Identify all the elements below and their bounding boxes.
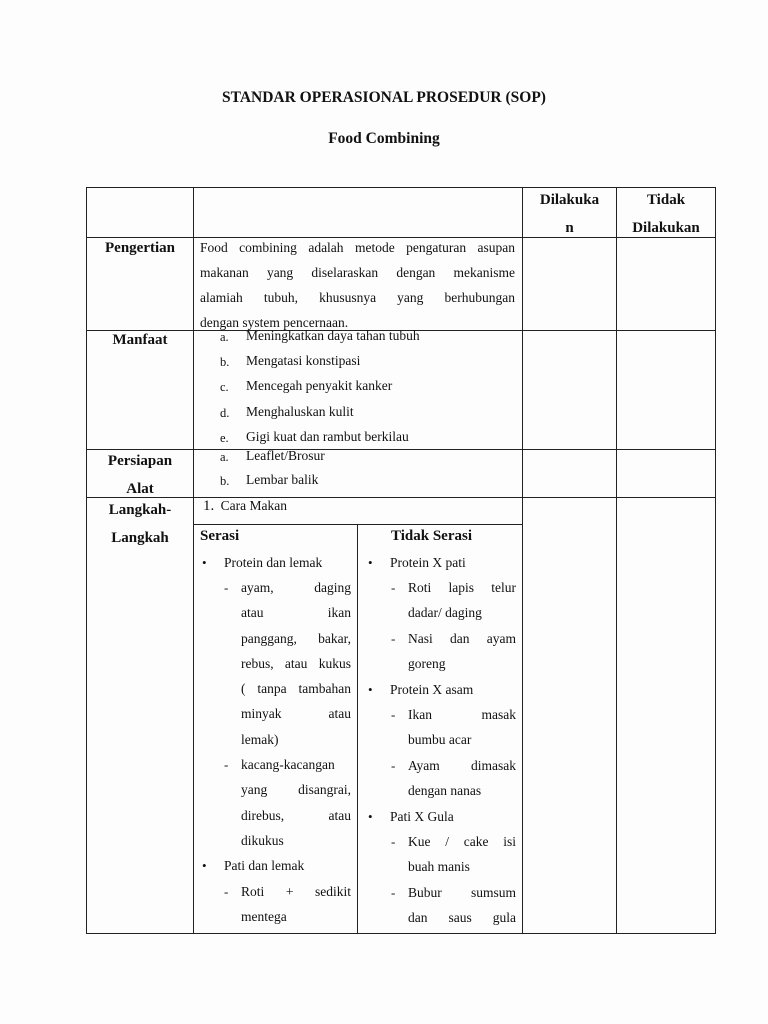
bullet-icon: • [202, 858, 207, 873]
step-heading: 1. Cara Makan [203, 498, 287, 514]
serasi-column: • Protein dan lemak - ayam, daging atau ikan panggang, bakar, rebus, atau kukus ( tanpa tambahan minyak atau lemak) - kacang-kacangan yang disangrai, direbus, atau dikukus • Pati dan lemak - Roti + sedikit mentega [194, 550, 357, 933]
manfaat-list: a. Meningkatkan daya tahan tubuh b. Mengatasi konstipasi c. Mencegah penyakit kanker d. Menghaluskan kulit e. Gigi kuat dan rambut berkilau [220, 328, 420, 445]
subtable-divider [194, 524, 522, 525]
dash-icon: - [224, 757, 229, 772]
table-border-bottom [86, 933, 716, 934]
tidak-serasi-column: • Protein X pati - Roti lapis telur dadar/ daging - Nasi dan ayam goreng • Protein X asam - Ikan masak bumbu acar - Ayam dimasak dengan nanas • Pati X Gula - Kue / cake isi buah manis - Bubur sumsum dan saus gula [358, 550, 522, 933]
column-divider [616, 187, 617, 934]
row-label-manfaat: Manfaat [112, 332, 168, 348]
bullet-icon: • [368, 682, 373, 697]
dash-icon: - [391, 631, 396, 646]
header-tidak-dilakukan: Tidak Dilakukan [632, 192, 700, 236]
dash-icon: - [391, 885, 396, 900]
persiapan-list: a. Leaflet/Brosur b. Lembar balik [220, 448, 325, 488]
table-border-left [86, 187, 87, 934]
bullet-icon: • [368, 809, 373, 824]
bullet-icon: • [368, 555, 373, 570]
dash-icon: - [391, 834, 396, 849]
tidak-serasi-header: Tidak Serasi [391, 528, 472, 544]
pengertian-text: Food combining adalah metode pengaturan asupan makanan yang diselaraskan dengan mekanisme alamiah tubuh, khususnya yang berhubungan dengan system pencernaan. [200, 240, 515, 330]
column-divider [522, 187, 523, 934]
document-subtitle: Food Combining [328, 130, 440, 147]
row-label-persiapan-alat: Persiapan Alat [107, 453, 173, 497]
header-dilakukan: Dilakuka n [539, 192, 600, 236]
row-label-langkah-langkah: Langkah- Langkah [108, 502, 172, 546]
dash-icon: - [391, 707, 396, 722]
bullet-icon: • [202, 555, 207, 570]
row-label-pengertian: Pengertian [105, 240, 175, 256]
table-border-right [715, 187, 716, 934]
dash-icon: - [391, 580, 396, 595]
serasi-header: Serasi [200, 528, 240, 544]
dash-icon: - [224, 884, 229, 899]
dash-icon: - [224, 580, 229, 595]
document-title: STANDAR OPERASIONAL PROSEDUR (SOP) [222, 89, 546, 106]
dash-icon: - [391, 758, 396, 773]
